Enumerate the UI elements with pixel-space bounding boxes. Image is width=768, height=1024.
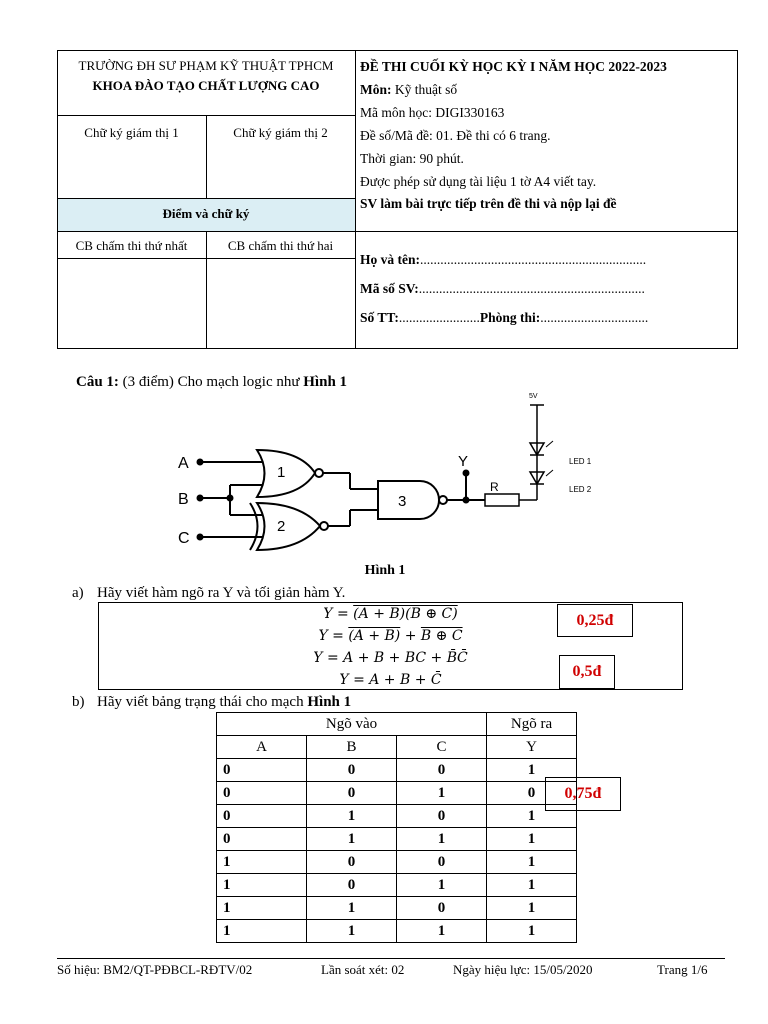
xor-gate-2 (257, 503, 320, 550)
label-led1: LED 1 (569, 457, 592, 466)
gate-2-label: 2 (277, 518, 286, 535)
room-dots: ................................ (540, 310, 649, 325)
table-cell: 1 (307, 920, 397, 943)
row-line (57, 198, 355, 199)
question-points: (3 điểm) Cho mạch logic như (122, 374, 300, 390)
invigilator-2-signature: Chữ ký giám thị 2 (233, 125, 328, 140)
nor-gate-1 (257, 450, 315, 497)
seq-label: Số TT: (360, 310, 399, 325)
table-row (217, 851, 577, 874)
score-box-2: 0,5đ (559, 655, 615, 689)
table-cell: 0 (397, 759, 487, 782)
table-row (217, 920, 577, 943)
table-cell: 0 (217, 782, 307, 805)
table-row (217, 828, 577, 851)
table-cell: 1 (217, 851, 307, 874)
figure-caption: Hình 1 (364, 563, 406, 578)
table-cell: 1 (487, 874, 577, 897)
score-box-1: 0,25đ (557, 604, 633, 637)
formula-4: Y = A + B + C̄ (339, 672, 442, 688)
table-cell: 1 (487, 828, 577, 851)
col-header-b: B (307, 736, 397, 759)
student-name-line (360, 252, 646, 268)
logic-circuit-diagram (160, 385, 630, 560)
seq-dots: ........................ (398, 310, 480, 325)
col-header-c: C (397, 736, 487, 759)
table-cell: 0 (307, 759, 397, 782)
formula-2-left: Y = (318, 628, 349, 644)
subject-value: Kỹ thuật số (394, 82, 458, 97)
grader-2-label: CB chấm thi thứ hai (227, 238, 334, 253)
table-cell: 0 (217, 828, 307, 851)
faculty-name: KHOA ĐÀO TẠO CHẤT LƯỢNG CAO (92, 78, 320, 93)
table-cell: 1 (397, 782, 487, 805)
effective-date: Ngày hiệu lực: 15/05/2020 (453, 962, 593, 977)
grader-1-label: CB chấm thi thứ nhất (75, 238, 188, 253)
formula-2-bar1: (A + B) (348, 628, 401, 644)
header-divider (355, 50, 356, 349)
invigilator-1-signature: Chữ ký giám thị 1 (84, 125, 179, 140)
figure-ref: Hình 1 (303, 374, 348, 390)
table-cell: 0 (217, 759, 307, 782)
table-cell: 0 (217, 805, 307, 828)
table-cell: 1 (307, 897, 397, 920)
page-number: Trang 1/6 (657, 962, 708, 977)
room-label: Phòng thi: (479, 310, 541, 325)
part-a-text: Hãy viết hàm ngõ ra Y và tối giản hàm Y. (97, 585, 346, 601)
formula-2-bar2: B ⊕ C (420, 628, 463, 644)
table-cell: 1 (397, 920, 487, 943)
table-cell: 1 (487, 920, 577, 943)
label-b: B (178, 491, 189, 508)
name-label: Họ và tên: (360, 252, 420, 267)
score-signature-label: Điểm và chữ ký (162, 206, 250, 221)
row-line (57, 231, 738, 232)
course-code: Mã môn học: DIGI330163 (360, 105, 505, 120)
table-cell: 1 (487, 897, 577, 920)
seq-room-line (360, 310, 648, 326)
part-b-text: Hãy viết bảng trạng thái cho mạch (97, 694, 304, 710)
table-cell: 0 (307, 851, 397, 874)
table-row (217, 759, 577, 782)
table-cell: 1 (217, 920, 307, 943)
nand-gate-3-bubble (439, 496, 447, 504)
subject-label: Môn: (360, 82, 392, 97)
table-cell: 1 (397, 874, 487, 897)
col-header-a: A (217, 736, 307, 759)
label-led2: LED 2 (569, 485, 592, 494)
table-row (217, 874, 577, 897)
part-b-label: b) (72, 694, 85, 710)
table-cell: 0 (397, 851, 487, 874)
table-cell: 1 (487, 851, 577, 874)
gate-3-label: 3 (398, 493, 407, 510)
xor-gate-2-input-arc (250, 503, 258, 550)
table-cell: 1 (487, 759, 577, 782)
revision: Lần soát xét: 02 (321, 962, 405, 977)
truth-table (216, 712, 577, 943)
table-row (217, 782, 577, 805)
id-dots: ................................................................... (418, 281, 645, 296)
part-a-label: a) (72, 585, 84, 601)
gate-1-label: 1 (277, 464, 286, 481)
label-c: C (178, 530, 190, 547)
duration: Thời gian: 90 phút. (360, 151, 464, 166)
table-cell: 0 (307, 874, 397, 897)
output-y-node (464, 471, 469, 476)
table-cell: 1 (217, 874, 307, 897)
table-cell: 0 (397, 897, 487, 920)
student-id-line (360, 281, 645, 297)
resistor (485, 494, 519, 506)
formula-1-bar: (A + B)(B ⊕ C) (353, 606, 458, 622)
formula-2-mid: + (400, 628, 421, 644)
id-label: Mã số SV: (360, 281, 419, 296)
label-a: A (178, 455, 189, 472)
question-number: Câu 1: (76, 374, 119, 390)
label-r: R (490, 480, 499, 494)
score-box-3: 0,75đ (545, 777, 621, 811)
table-cell: 1 (397, 828, 487, 851)
footer-rule (57, 958, 725, 959)
table-cell: 1 (217, 897, 307, 920)
inputs-header: Ngõ vào (217, 713, 487, 736)
exam-code: Đề số/Mã đề: 01. Đề thi có 6 trang. (360, 128, 551, 143)
label-y: Y (458, 453, 469, 470)
nand-gate-3 (378, 481, 439, 519)
instruction: SV làm bài trực tiếp trên đề thi và nộp lại đề (360, 196, 617, 211)
exam-title: ĐỀ THI CUỐI KỲ HỌC KỲ I NĂM HỌC 2022-2023 (360, 59, 667, 74)
table-row (217, 897, 577, 920)
outputs-header: Ngõ ra (487, 713, 577, 736)
materials-allowed: Được phép sử dụng tài liệu 1 tờ A4 viết tay. (360, 174, 597, 189)
table-row (217, 805, 577, 828)
table-cell: 0 (307, 782, 397, 805)
table-cell: 0 (487, 782, 577, 805)
col-header-y: Y (487, 736, 577, 759)
subject-line (360, 82, 457, 98)
formula-1-left: Y = (323, 606, 354, 622)
nor-gate-1-bubble (315, 469, 323, 477)
university-name: TRƯỜNG ĐH SƯ PHẠM KỸ THUẬT TPHCM (78, 58, 334, 73)
part-b-heading (97, 694, 351, 711)
table-cell: 1 (487, 805, 577, 828)
doc-code: Số hiệu: BM2/QT-PĐBCL-RĐTV/02 (57, 962, 253, 977)
part-b-figure-ref: Hình 1 (307, 694, 352, 710)
table-cell: 1 (307, 805, 397, 828)
table-cell: 1 (307, 828, 397, 851)
label-5v: 5V (529, 393, 538, 400)
name-dots: ................................................................... (420, 252, 647, 267)
formula-3: Y = A + B + BC + B̄C̄ (313, 650, 468, 666)
table-cell: 0 (397, 805, 487, 828)
